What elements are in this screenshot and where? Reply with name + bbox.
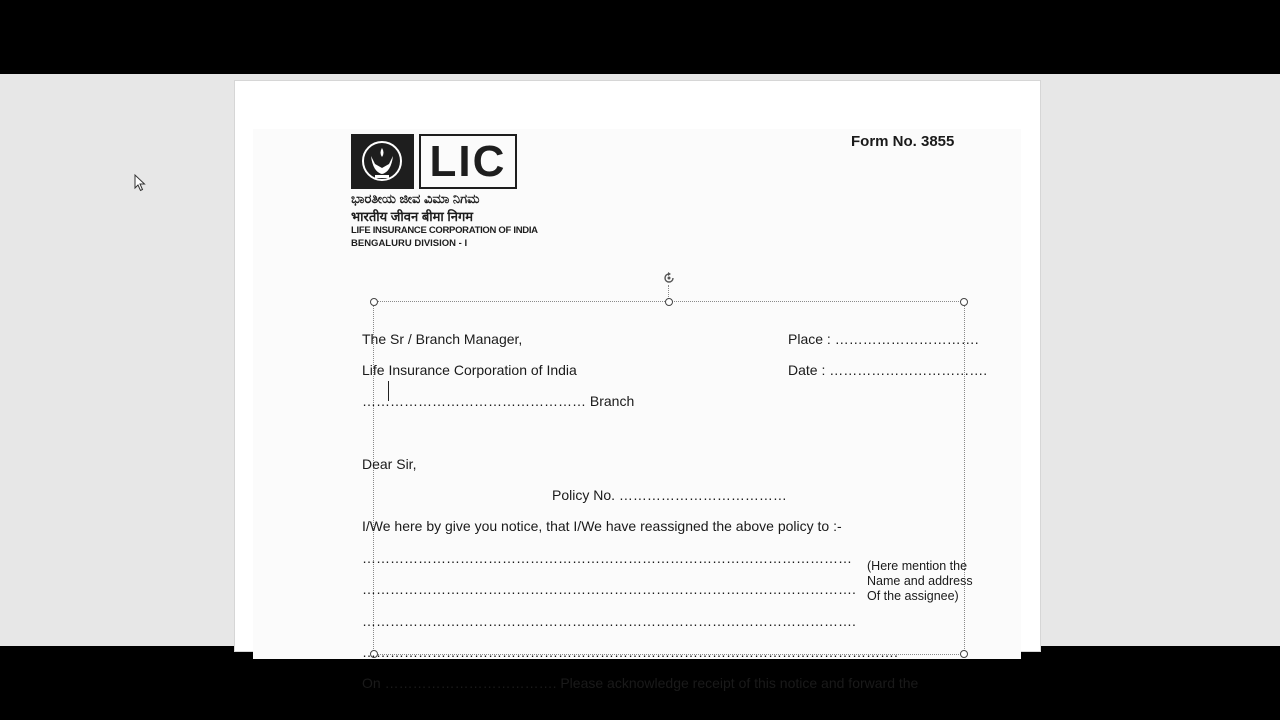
note-line-1: (Here mention the — [867, 559, 968, 573]
logo-english-text: LIFE INSURANCE CORPORATION OF INDIA — [351, 225, 538, 236]
acknowledge-text: On ………………………………. Please acknowledge receipt of this notice and forward the — [362, 675, 919, 691]
resize-handle-top-left[interactable] — [370, 298, 378, 306]
resize-handle-top[interactable] — [665, 298, 673, 306]
date-field[interactable]: Date : ……………………………. — [788, 362, 988, 378]
assignee-line-4[interactable]: ……………………………………………………………………………………………………. — [362, 644, 898, 660]
logo-division-text: BENGALURU DIVISION - I — [351, 238, 468, 249]
hands-lamp-icon — [351, 134, 414, 189]
resize-handle-top-right[interactable] — [960, 298, 968, 306]
document-workspace — [0, 74, 1280, 691]
lic-logo — [351, 134, 538, 249]
mouse-pointer-icon — [134, 174, 146, 192]
addressee-line-1: The Sr / Branch Manager, — [362, 331, 523, 347]
resize-handle-bottom-right[interactable] — [960, 650, 968, 658]
logo-hindi-text: भारतीय जीवन बीमा निगम — [351, 209, 474, 224]
scanned-form-image[interactable] — [253, 129, 1021, 691]
assignee-line-3[interactable]: ……………………………………………………………………………………………. — [362, 613, 856, 629]
salutation: Dear Sir, — [362, 456, 417, 472]
rotate-handle-icon[interactable] — [662, 271, 676, 285]
lic-emblem — [351, 134, 414, 189]
note-line-2: Name and address — [867, 574, 973, 588]
assignee-note — [867, 559, 973, 604]
lic-wordmark: LIC — [419, 134, 517, 189]
branch-field[interactable]: ………………………………………… Branch — [362, 393, 635, 409]
logo-kannada-text: ಭಾರತೀಯ ಜೀವ ವಿಮಾ ನಿಗಮ — [351, 191, 480, 206]
document-page[interactable] — [234, 80, 1041, 691]
assignee-line-2[interactable]: ……………………………………………………………………………………………. — [362, 581, 856, 597]
form-number: Form No. 3855 — [851, 133, 955, 150]
assignee-line-1[interactable]: …………………………………………………………………………………………… — [362, 550, 852, 566]
place-field[interactable]: Place : …………………………. — [788, 331, 979, 347]
addressee-line-2: Life Insurance Corporation of India — [362, 362, 577, 378]
policy-number-field[interactable]: Policy No. ……………………………… — [552, 487, 787, 503]
note-line-3: Of the assignee) — [867, 589, 959, 603]
notice-text: I/We here by give you notice, that I/We have reassigned the above policy to :- — [362, 518, 842, 534]
